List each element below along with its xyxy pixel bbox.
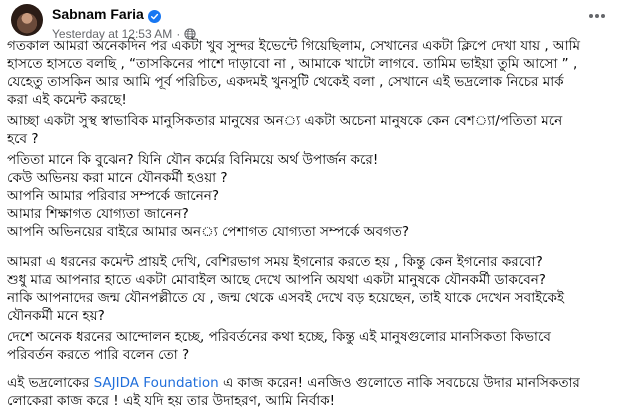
post-paragraph bbox=[7, 112, 617, 148]
post-text-line: পরিবর্তন করতে পারি বলেন তো ? bbox=[7, 347, 190, 363]
author-row bbox=[52, 5, 161, 23]
post-paragraph bbox=[7, 253, 617, 325]
post-text-line: আমরা এ ধরনের কমেন্ট প্রায়ই দেখি, বেশিরভাগ সময় ইগনোর করতে হয় , কিন্তু কেন ইগনোর করবো? bbox=[7, 254, 543, 270]
meta-separator: · bbox=[176, 27, 181, 41]
post-text-line: আচ্ছা একটা সুস্থ স্বাভাবিক মানুসিকতার মানুষের অন◌্য একটা অচেনা মানুষকে কেন বেশ◌্যা/পতিতা মনে bbox=[7, 113, 563, 129]
post-text-line: আপনি আমার পরিবার সম্পর্কে জানেন? bbox=[7, 188, 220, 204]
post-text bbox=[7, 37, 617, 410]
post-text-line: হবে ? bbox=[7, 131, 39, 147]
author-name[interactable]: Sabnam Faria bbox=[52, 6, 144, 22]
post-text-line: শুধু মাত্র আপনার হাতে একটা মোবাইল আছে দেখে আপনি অযথা একটা মানুষকে যৌনকর্মী ডাকবেন? bbox=[7, 272, 546, 288]
more-icon bbox=[588, 4, 606, 23]
post-text-line: আপনি অভিনয়ের বাইরে আমার অন◌্য পেশাগত যোগ্যতা সম্পর্কে অবগত? bbox=[7, 224, 410, 240]
post-text-line: দেশে অনেক ধরনের আন্দোলন হচ্ছে, পরিবর্তনের কথা হচ্ছে, কিন্তু এই মানুষগুলোর মানসিকতা কিভাবে bbox=[7, 329, 551, 345]
post-text-line: গতকাল আমরা অনেকদিন পর একটা খুব সুন্দর ইভেন্টে গিয়েছিলাম, সেখানের একটা ক্লিপে দেখা যায় , আমি bbox=[7, 38, 581, 54]
post-paragraph bbox=[7, 37, 617, 109]
post-text-segment: এ কাজ করেন! এনজিও গুলোতে নাকি সবচেয়ে উদার মানসিকতার bbox=[218, 375, 580, 391]
more-options-button[interactable] bbox=[584, 4, 610, 22]
post-text-line: যৌনকর্মী মনে হয়? bbox=[7, 308, 105, 324]
post-timestamp[interactable]: Yesterday at 12:53 AM bbox=[52, 27, 173, 41]
post-text-line: পতিতা মানে কি বুঝেন? যিনি যৌন কর্মের বিনিময়ে অর্থ উপার্জন করে! bbox=[7, 152, 379, 168]
sajida-foundation-link[interactable]: SAJIDA Foundation bbox=[93, 375, 219, 391]
post-text-line: নাকি আপনাদের জন্ম যৌনপল্লীতে যে , জন্ম থেকে এসবই দেখে বড় হয়েছেন, তাই যাকে দেখেন সবাইকেই bbox=[7, 290, 565, 306]
post-paragraph bbox=[7, 328, 617, 364]
post-text-segment: এই ভদ্রলোকের bbox=[7, 375, 94, 391]
post-text-line: যেহেতু তাসকিন আর আমি পূর্ব পরিচিত, একদমই খুনসুটি থেকেই বলা , সেখানে এই ভদ্রলোক নিচের মার্ক bbox=[7, 74, 564, 90]
post-text-line: কেউ অভিনয় করা মানে যৌনকর্মী হওয়া ? bbox=[7, 170, 228, 186]
post-paragraph bbox=[7, 151, 617, 241]
post-text-line: হাসতে হাসতে বলছি , “তাসকিনের পাশে দাড়াবো না , আমাকে খাটো লাগবে. তামিম ভাইয়া তুমি আসো ” , bbox=[7, 56, 578, 72]
post-text-line: লোকেরা কাজ করে ! এই যদি হয় তার উদাহরণ, আমি নির্বাক! bbox=[7, 393, 336, 409]
post-text-line: করা এই কমেন্ট করছে! bbox=[7, 92, 127, 108]
avatar[interactable] bbox=[11, 4, 43, 36]
post-paragraph bbox=[7, 374, 617, 410]
verified-badge-icon bbox=[148, 8, 161, 21]
post-text-line: আমার শিক্ষাগত যোগ্যতা জানেন? bbox=[7, 206, 189, 222]
post-text-line bbox=[7, 374, 617, 392]
